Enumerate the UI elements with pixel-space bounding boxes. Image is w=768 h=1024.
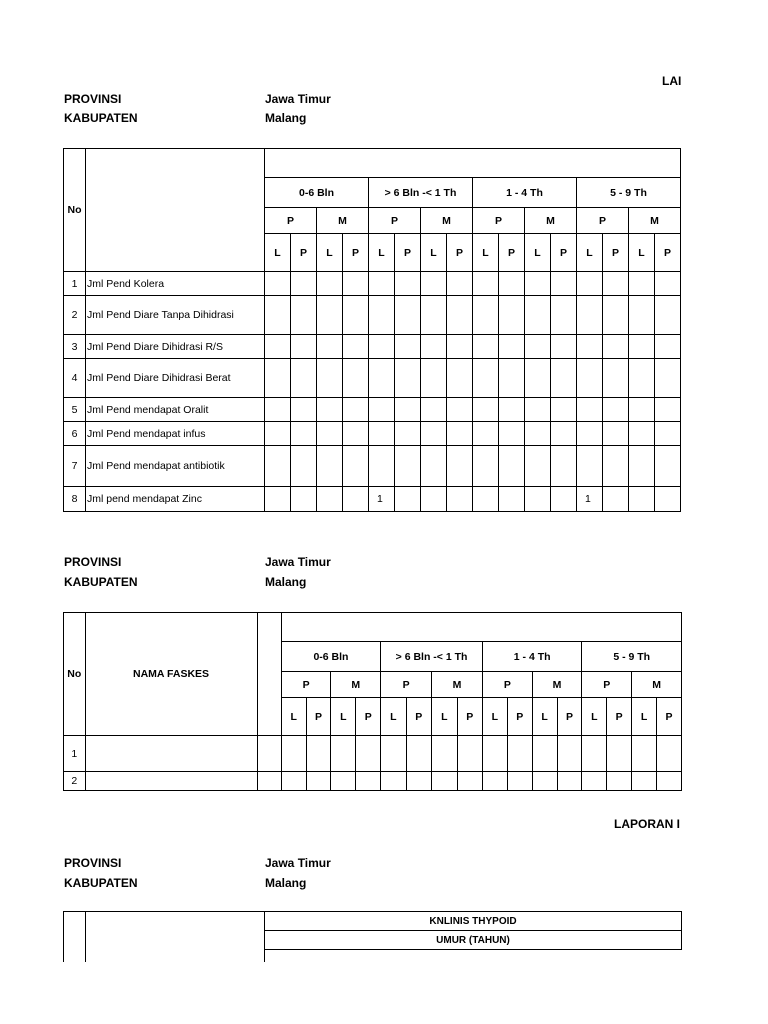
data-cell bbox=[629, 422, 655, 446]
data-cell bbox=[395, 272, 421, 296]
data-cell bbox=[499, 398, 525, 422]
report-title: LAI bbox=[662, 74, 682, 88]
age-group-header: > 6 Bln -< 1 Th bbox=[369, 178, 473, 208]
data-cell bbox=[499, 446, 525, 487]
data-cell bbox=[447, 422, 473, 446]
data-cell bbox=[525, 335, 551, 359]
lp-header: L bbox=[577, 234, 603, 272]
kabupaten-label: KABUPATEN bbox=[64, 876, 138, 890]
lp-header: L bbox=[632, 698, 657, 736]
diare-report-table bbox=[63, 148, 681, 512]
data-cell bbox=[317, 487, 343, 512]
faskes-name-cell bbox=[85, 736, 257, 772]
data-cell bbox=[655, 296, 681, 335]
age-group-header: 5 - 9 Th bbox=[577, 178, 681, 208]
row-number: 6 bbox=[64, 422, 86, 446]
pm-header: M bbox=[525, 208, 577, 234]
data-cell bbox=[655, 446, 681, 487]
data-cell bbox=[395, 335, 421, 359]
pm-header: P bbox=[577, 208, 629, 234]
data-cell bbox=[369, 296, 395, 335]
indicator-label: Jml pend mendapat Zinc bbox=[86, 487, 265, 512]
lp-header: L bbox=[525, 234, 551, 272]
pm-header: P bbox=[381, 672, 432, 698]
data-cell bbox=[317, 335, 343, 359]
data-cell bbox=[525, 446, 551, 487]
data-cell bbox=[395, 446, 421, 487]
data-cell bbox=[603, 272, 629, 296]
lp-header: P bbox=[291, 234, 317, 272]
data-cell bbox=[291, 272, 317, 296]
provinsi-value: Jawa Timur bbox=[265, 856, 331, 870]
data-cell bbox=[603, 422, 629, 446]
data-cell bbox=[421, 398, 447, 422]
report-title-2: LAPORAN I bbox=[614, 817, 680, 831]
data-cell bbox=[551, 398, 577, 422]
group-header-blank bbox=[265, 149, 681, 178]
data-cell bbox=[577, 359, 603, 398]
lp-header: P bbox=[603, 234, 629, 272]
pm-header: M bbox=[421, 208, 473, 234]
data-cell bbox=[577, 296, 603, 335]
row-number: 3 bbox=[64, 335, 86, 359]
lp-header: P bbox=[551, 234, 577, 272]
age-group-header: 0-6 Bln bbox=[265, 178, 369, 208]
thypoid-report-table bbox=[63, 911, 682, 962]
data-cell bbox=[291, 422, 317, 446]
data-cell bbox=[257, 772, 281, 791]
pm-header: P bbox=[582, 672, 632, 698]
blank-header bbox=[257, 613, 281, 736]
knlinis-thypoid-header: KNLINIS THYPOID bbox=[265, 912, 682, 931]
indicator-header bbox=[86, 912, 265, 962]
data-cell bbox=[421, 446, 447, 487]
data-cell bbox=[291, 446, 317, 487]
data-cell bbox=[369, 446, 395, 487]
data-cell bbox=[577, 398, 603, 422]
age-group-header: > 6 Bln -< 1 Th bbox=[381, 642, 483, 672]
indicator-label: Jml Pend mendapat infus bbox=[86, 422, 265, 446]
pm-header: M bbox=[532, 672, 582, 698]
pm-header: M bbox=[317, 208, 369, 234]
data-cell bbox=[447, 272, 473, 296]
row-number: 7 bbox=[64, 446, 86, 487]
faskes-report-table bbox=[63, 612, 682, 791]
lp-header: P bbox=[457, 698, 482, 736]
data-cell: 1 bbox=[577, 487, 603, 512]
pm-header: M bbox=[432, 672, 483, 698]
provinsi-label: PROVINSI bbox=[64, 92, 122, 106]
data-cell bbox=[369, 335, 395, 359]
row-number: 2 bbox=[64, 772, 86, 791]
table-row bbox=[64, 335, 681, 359]
pm-header: M bbox=[331, 672, 381, 698]
data-cell bbox=[421, 272, 447, 296]
row-number: 1 bbox=[64, 272, 86, 296]
data-cell bbox=[265, 398, 291, 422]
data-cell bbox=[317, 359, 343, 398]
pm-header: P bbox=[281, 672, 331, 698]
lp-header: P bbox=[343, 234, 369, 272]
data-cell bbox=[551, 359, 577, 398]
pm-header: M bbox=[632, 672, 682, 698]
data-cell bbox=[265, 296, 291, 335]
data-cell bbox=[551, 487, 577, 512]
indicator-label: Jml Pend Diare Tanpa Dihidrasi bbox=[86, 296, 265, 335]
data-cell bbox=[629, 398, 655, 422]
age-group-header: 1 - 4 Th bbox=[473, 178, 577, 208]
row-number: 1 bbox=[64, 736, 86, 772]
data-cell bbox=[629, 296, 655, 335]
lp-header: L bbox=[331, 698, 356, 736]
data-cell bbox=[265, 359, 291, 398]
lp-header: L bbox=[369, 234, 395, 272]
no-header: No bbox=[64, 149, 86, 272]
data-cell bbox=[421, 422, 447, 446]
faskes-name-cell bbox=[85, 772, 257, 791]
kabupaten-value: Malang bbox=[265, 575, 307, 589]
lp-header: P bbox=[655, 234, 681, 272]
nama-faskes-header: NAMA FASKES bbox=[85, 613, 257, 736]
lp-header: L bbox=[582, 698, 607, 736]
data-cell bbox=[369, 398, 395, 422]
data-cell bbox=[257, 736, 281, 772]
data-cell bbox=[421, 359, 447, 398]
data-cell bbox=[525, 487, 551, 512]
lp-header: L bbox=[421, 234, 447, 272]
data-cell bbox=[473, 422, 499, 446]
data-cell bbox=[525, 272, 551, 296]
data-cell bbox=[291, 398, 317, 422]
umur-header: UMUR (TAHUN) bbox=[265, 931, 682, 950]
data-cell bbox=[473, 296, 499, 335]
data-cell bbox=[343, 398, 369, 422]
data-cell bbox=[551, 296, 577, 335]
data-cell bbox=[551, 335, 577, 359]
lp-header: L bbox=[532, 698, 557, 736]
data-cell bbox=[343, 335, 369, 359]
data-cell bbox=[525, 398, 551, 422]
data-cell: 1 bbox=[369, 487, 395, 512]
lp-header: L bbox=[317, 234, 343, 272]
data-cell bbox=[447, 446, 473, 487]
data-cell bbox=[291, 359, 317, 398]
data-cell bbox=[447, 296, 473, 335]
data-cell bbox=[317, 398, 343, 422]
data-cell bbox=[395, 398, 421, 422]
lp-header: P bbox=[507, 698, 532, 736]
lp-header: P bbox=[306, 698, 331, 736]
indicator-label: Jml Pend Kolera bbox=[86, 272, 265, 296]
data-cell bbox=[265, 487, 291, 512]
group-header-blank bbox=[281, 613, 681, 642]
data-cell bbox=[343, 446, 369, 487]
lp-header: P bbox=[356, 698, 381, 736]
pm-header: P bbox=[482, 672, 532, 698]
lp-header: P bbox=[656, 698, 681, 736]
data-cell bbox=[317, 296, 343, 335]
data-cell bbox=[603, 359, 629, 398]
data-cell bbox=[421, 487, 447, 512]
data-cell bbox=[265, 446, 291, 487]
data-cell bbox=[343, 487, 369, 512]
data-cell bbox=[603, 335, 629, 359]
data-cell bbox=[525, 359, 551, 398]
age-group-header: 0-6 Bln bbox=[281, 642, 380, 672]
data-cell bbox=[577, 272, 603, 296]
data-cell bbox=[473, 398, 499, 422]
kabupaten-value: Malang bbox=[265, 876, 307, 890]
indicator-label: Jml Pend mendapat antibiotik bbox=[86, 446, 265, 487]
age-group-header: 5 - 9 Th bbox=[582, 642, 682, 672]
data-cell bbox=[603, 296, 629, 335]
data-cell bbox=[629, 487, 655, 512]
data-cell bbox=[395, 487, 421, 512]
row-number: 8 bbox=[64, 487, 86, 512]
indicator-label: Jml Pend Diare Dihidrasi R/S bbox=[86, 335, 265, 359]
table-row bbox=[64, 296, 681, 335]
data-cell bbox=[655, 398, 681, 422]
lp-header: L bbox=[381, 698, 406, 736]
data-cell bbox=[473, 487, 499, 512]
data-cell bbox=[265, 335, 291, 359]
row-number: 4 bbox=[64, 359, 86, 398]
provinsi-value: Jawa Timur bbox=[265, 555, 331, 569]
data-cell bbox=[577, 422, 603, 446]
spacer bbox=[265, 950, 682, 962]
data-cell bbox=[343, 422, 369, 446]
table-row bbox=[64, 272, 681, 296]
provinsi-value: Jawa Timur bbox=[265, 92, 331, 106]
data-cell bbox=[473, 446, 499, 487]
data-cell bbox=[447, 335, 473, 359]
data-cell bbox=[395, 422, 421, 446]
pm-header: P bbox=[473, 208, 525, 234]
no-header bbox=[64, 912, 86, 962]
data-cell bbox=[499, 359, 525, 398]
data-cell bbox=[499, 335, 525, 359]
data-cell bbox=[343, 359, 369, 398]
data-cell bbox=[655, 487, 681, 512]
data-cell bbox=[447, 359, 473, 398]
data-cell bbox=[603, 398, 629, 422]
data-cell bbox=[395, 296, 421, 335]
data-cell bbox=[317, 422, 343, 446]
data-cell bbox=[525, 422, 551, 446]
data-cell bbox=[629, 335, 655, 359]
data-cell bbox=[447, 487, 473, 512]
data-cell bbox=[421, 296, 447, 335]
lp-header: L bbox=[482, 698, 507, 736]
provinsi-label: PROVINSI bbox=[64, 555, 122, 569]
data-cell bbox=[655, 335, 681, 359]
data-cell bbox=[291, 335, 317, 359]
lp-header: P bbox=[557, 698, 582, 736]
lp-header: L bbox=[432, 698, 457, 736]
lp-header: P bbox=[395, 234, 421, 272]
data-cell bbox=[629, 272, 655, 296]
data-cell bbox=[499, 422, 525, 446]
pm-header: P bbox=[369, 208, 421, 234]
lp-header: L bbox=[629, 234, 655, 272]
lp-header: P bbox=[607, 698, 632, 736]
data-cell bbox=[291, 296, 317, 335]
data-cell bbox=[655, 359, 681, 398]
no-header: No bbox=[64, 613, 86, 736]
data-cell bbox=[603, 487, 629, 512]
data-cell bbox=[395, 359, 421, 398]
age-group-header: 1 - 4 Th bbox=[482, 642, 581, 672]
data-cell bbox=[577, 446, 603, 487]
row-number: 5 bbox=[64, 398, 86, 422]
indicator-header bbox=[86, 149, 265, 272]
data-cell bbox=[473, 335, 499, 359]
data-cell bbox=[343, 296, 369, 335]
data-cell bbox=[265, 272, 291, 296]
data-cell bbox=[421, 335, 447, 359]
lp-header: P bbox=[406, 698, 431, 736]
data-cell bbox=[551, 422, 577, 446]
data-cell bbox=[499, 296, 525, 335]
data-cell bbox=[551, 446, 577, 487]
row-number: 2 bbox=[64, 296, 86, 335]
data-cell bbox=[551, 272, 577, 296]
table-row bbox=[64, 398, 681, 422]
data-cell bbox=[343, 272, 369, 296]
data-cell bbox=[447, 398, 473, 422]
lp-header: P bbox=[499, 234, 525, 272]
pm-header: P bbox=[265, 208, 317, 234]
table-row bbox=[64, 487, 681, 512]
indicator-label: Jml Pend mendapat Oralit bbox=[86, 398, 265, 422]
lp-header: L bbox=[265, 234, 291, 272]
data-cell bbox=[525, 296, 551, 335]
data-cell bbox=[317, 272, 343, 296]
lp-header: P bbox=[447, 234, 473, 272]
data-cell bbox=[473, 359, 499, 398]
data-cell bbox=[473, 272, 499, 296]
indicator-label: Jml Pend Diare Dihidrasi Berat bbox=[86, 359, 265, 398]
data-cell bbox=[629, 359, 655, 398]
data-cell bbox=[265, 422, 291, 446]
data-cell bbox=[369, 359, 395, 398]
data-cell bbox=[655, 272, 681, 296]
lp-header: L bbox=[473, 234, 499, 272]
data-cell bbox=[603, 446, 629, 487]
data-cell bbox=[499, 272, 525, 296]
data-cell bbox=[317, 446, 343, 487]
table-row bbox=[64, 359, 681, 398]
lp-header: L bbox=[281, 698, 306, 736]
data-cell bbox=[655, 422, 681, 446]
kabupaten-value: Malang bbox=[265, 111, 307, 125]
kabupaten-label: KABUPATEN bbox=[64, 111, 138, 125]
table-row bbox=[64, 446, 681, 487]
data-cell bbox=[629, 446, 655, 487]
data-cell bbox=[369, 272, 395, 296]
data-cell bbox=[291, 487, 317, 512]
pm-header: M bbox=[629, 208, 681, 234]
provinsi-label: PROVINSI bbox=[64, 856, 122, 870]
data-cell bbox=[369, 422, 395, 446]
data-cell bbox=[499, 487, 525, 512]
table-row bbox=[64, 422, 681, 446]
data-cell bbox=[577, 335, 603, 359]
kabupaten-label: KABUPATEN bbox=[64, 575, 138, 589]
